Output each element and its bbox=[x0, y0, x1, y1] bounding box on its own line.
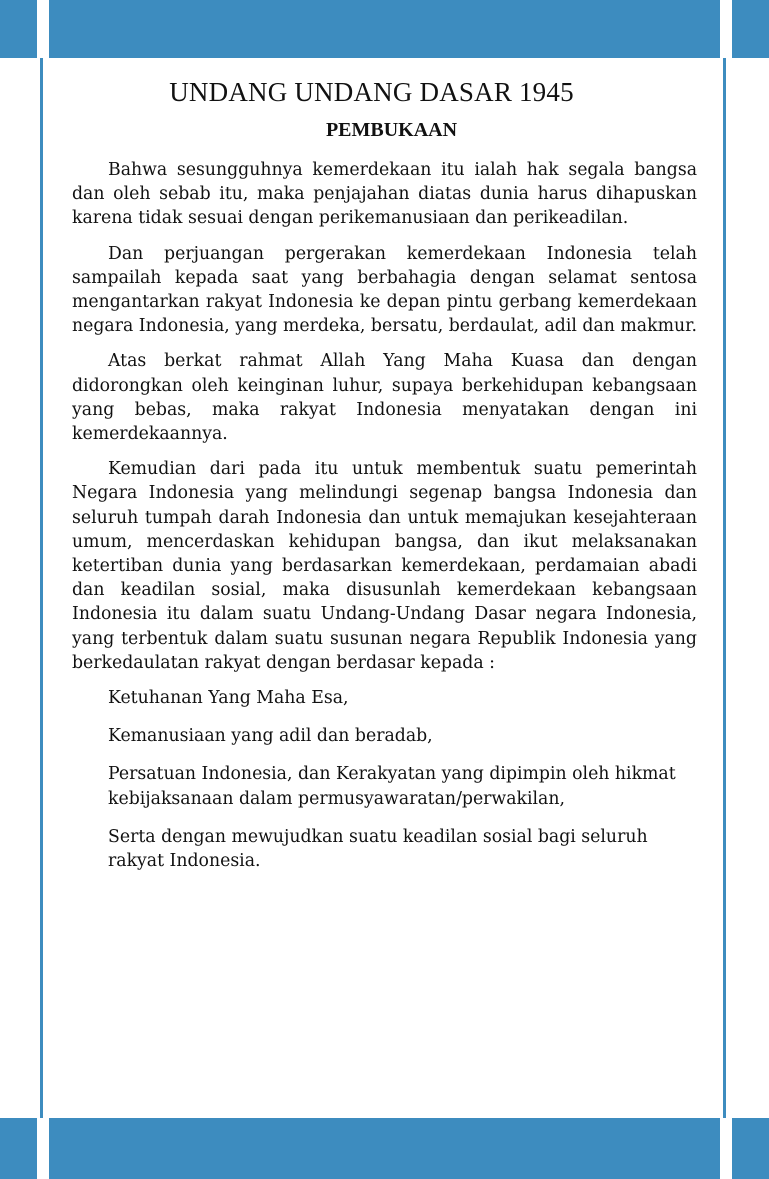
frame-top-right-block bbox=[732, 0, 769, 58]
frame-bottom-right-block bbox=[732, 1118, 769, 1179]
frame-top-left-block bbox=[0, 0, 37, 58]
document-body bbox=[72, 72, 697, 887]
document-subtitle: PEMBUKAAN bbox=[325, 119, 458, 141]
paragraph-4: Kemudian dari pada itu untuk membentuk suatu pemerintah Negara Indonesia yang melindungi segenap bangsa Indonesia dan seluruh tumpah darah Indonesia dan untuk memajukan kesejahteraan umum, mencerdaskan kehidupan bangsa, dan ikut melaksanakan ketertiban dunia yang berdasarkan kemerdekaan, perdamaian abadi dan keadilan sosial, maka disusunlah kemerdekaan kebangsaan Indonesia itu dalam suatu Undang-Undang Dasar negara Indonesia, yang terbentuk dalam suatu susunan negara Republik Indonesia yang berkedaulatan rakyat dengan berdasar kepada : bbox=[72, 459, 697, 673]
paragraph-2: Dan perjuangan pergerakan kemerdekaan Indonesia telah sampailah kepada saat yang berbahagia dengan selamat sentosa mengantarkan rakyat Indonesia ke depan pintu gerbang kemerdekaan negara Indonesia, yang merdeka, bersatu, berdaulat, adil dan makmur. bbox=[72, 243, 697, 337]
principle-2: Kemanusiaan yang adil dan beradab, bbox=[108, 726, 433, 747]
frame-left-line bbox=[40, 58, 43, 1118]
frame-top-center-block bbox=[49, 0, 720, 58]
document-title: UNDANG UNDANG DASAR 1945 bbox=[169, 77, 574, 107]
paragraph-3: Atas berkat rahmat Allah Yang Maha Kuasa dan dengan didorongkan oleh keinginan luhur, supaya berkehidupan kebangsaan yang bebas, maka rakyat Indonesia menyatakan dengan ini kemerdekaannya. bbox=[72, 351, 697, 445]
frame-bottom-left-block bbox=[0, 1118, 37, 1179]
principle-4: Serta dengan mewujudkan suatu keadilan sosial bagi seluruh rakyat Indonesia. bbox=[108, 826, 648, 872]
paragraph-1: Bahwa sesungguhnya kemerdekaan itu ialah hak segala bangsa dan oleh sebab itu, maka penjajahan diatas dunia harus dihapuskan karena tidak sesuai dengan perikemanusiaan dan perikeadilan. bbox=[72, 160, 697, 229]
frame-bottom-center-block bbox=[49, 1118, 720, 1179]
principle-1: Ketuhanan Yang Maha Esa, bbox=[108, 688, 349, 709]
frame-right-line bbox=[723, 58, 726, 1118]
principle-3: Persatuan Indonesia, dan Kerakyatan yang dipimpin oleh hikmat kebijaksanaan dalam permusyawaratan/perwakilan, bbox=[108, 764, 676, 809]
